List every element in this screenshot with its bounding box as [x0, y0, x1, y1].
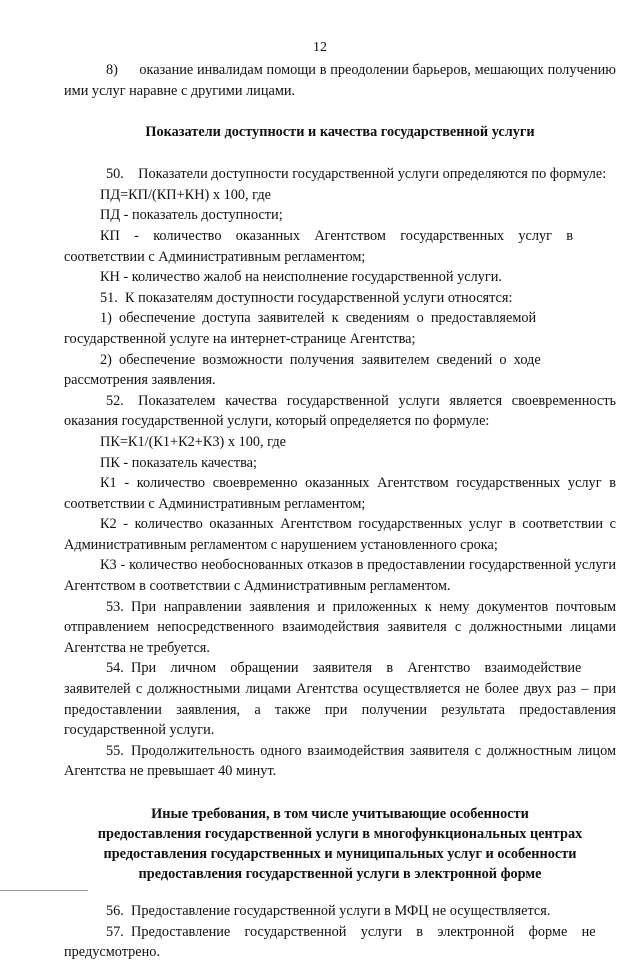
paragraph-57: 57. Предоставление государственной услуги в электронной форме не предусмотрено. — [64, 923, 596, 961]
heading-line: предоставления государственной услуги в многофункциональных центрах — [97, 826, 583, 842]
formula-pd: ПД=КП/(КП+КН) х 100, где — [100, 186, 271, 203]
footer-divider — [0, 890, 88, 891]
page-number: 12 — [313, 40, 327, 55]
document-body — [64, 60, 616, 963]
paragraph-55: 55. Продолжительность одного взаимодействия заявителя с должностным лицом Агентства не превышает 40 минут. — [64, 742, 616, 780]
formula-pk: ПК=К1/(К1+К2+К3) х 100, где — [100, 433, 286, 450]
section-heading-other-requirements — [64, 804, 616, 884]
paragraph-53: 53. При направлении заявления и приложенных к нему документов почтовым отправлением непосредственного взаимодействия заявителя с должностными лицами Агентства не требуется. — [64, 598, 616, 656]
definition-pd: ПД - показатель доступности; — [100, 207, 283, 224]
paragraph-54: 54. При личном обращении заявителя в Агентство взаимодействие заявителей с должностными лицами Агентства осуществляется не более двух раз – при предоставлении заявления, а также при получении результата предоставления государственной услуги. — [64, 660, 616, 739]
item-8: 8) оказание инвалидам помощи в преодолении барьеров, мешающих получению ими услуг наравне с другими лицами. — [64, 62, 616, 99]
paragraph-51: 51. К показателям доступности государственной услуги относятся: — [100, 289, 513, 306]
section-heading-accessibility: Показатели доступности и качества государственной услуги — [145, 124, 535, 141]
paragraph-56: 56. Предоставление государственной услуги в МФЦ не осуществляется. — [106, 903, 551, 919]
heading-line: предоставления государственных и муниципальных услуг и особенности — [103, 846, 577, 862]
heading-line: Иные требования, в том числе учитывающие особенности — [151, 806, 529, 822]
definition-kp: КП - количество оказанных Агентством государственных услуг в соответствии с Административным регламентом; — [64, 227, 574, 265]
definition-k1: К1 - количество своевременно оказанных Агентством государственных услуг в соответствии с Административным регламентом; — [64, 475, 616, 512]
paragraph-50: 50. Показатели доступности государственной услуги определяются по формуле: — [106, 166, 607, 183]
definition-k2: К2 - количество оказанных Агентством государственных услуг в соответствии с Административным регламентом с нарушением установленного срока; — [64, 516, 616, 553]
definition-pk: ПК - показатель качества; — [100, 454, 257, 471]
paragraph-51-item-1: 1) обеспечение доступа заявителей к сведениям о предоставляемой государственной услуге на интернет-странице Агентства; — [64, 310, 537, 347]
paragraph-51-item-2: 2) обеспечение возможности получения заявителем сведений о ходе рассмотрения заявления. — [64, 351, 541, 389]
definition-k3: К3 - количество необоснованных отказов в предоставлении государственной услуги Агентством в соответствии с Административным регламентом. — [64, 557, 616, 595]
paragraph-52: 52. Показателем качества государственной услуги является своевременность оказания государственной услуги, который определяется по формуле: — [64, 392, 616, 430]
heading-line: предоставления государственной услуги в электронной форме — [138, 866, 542, 882]
definition-kn: КН - количество жалоб на неисполнение государственной услуги. — [100, 269, 502, 286]
